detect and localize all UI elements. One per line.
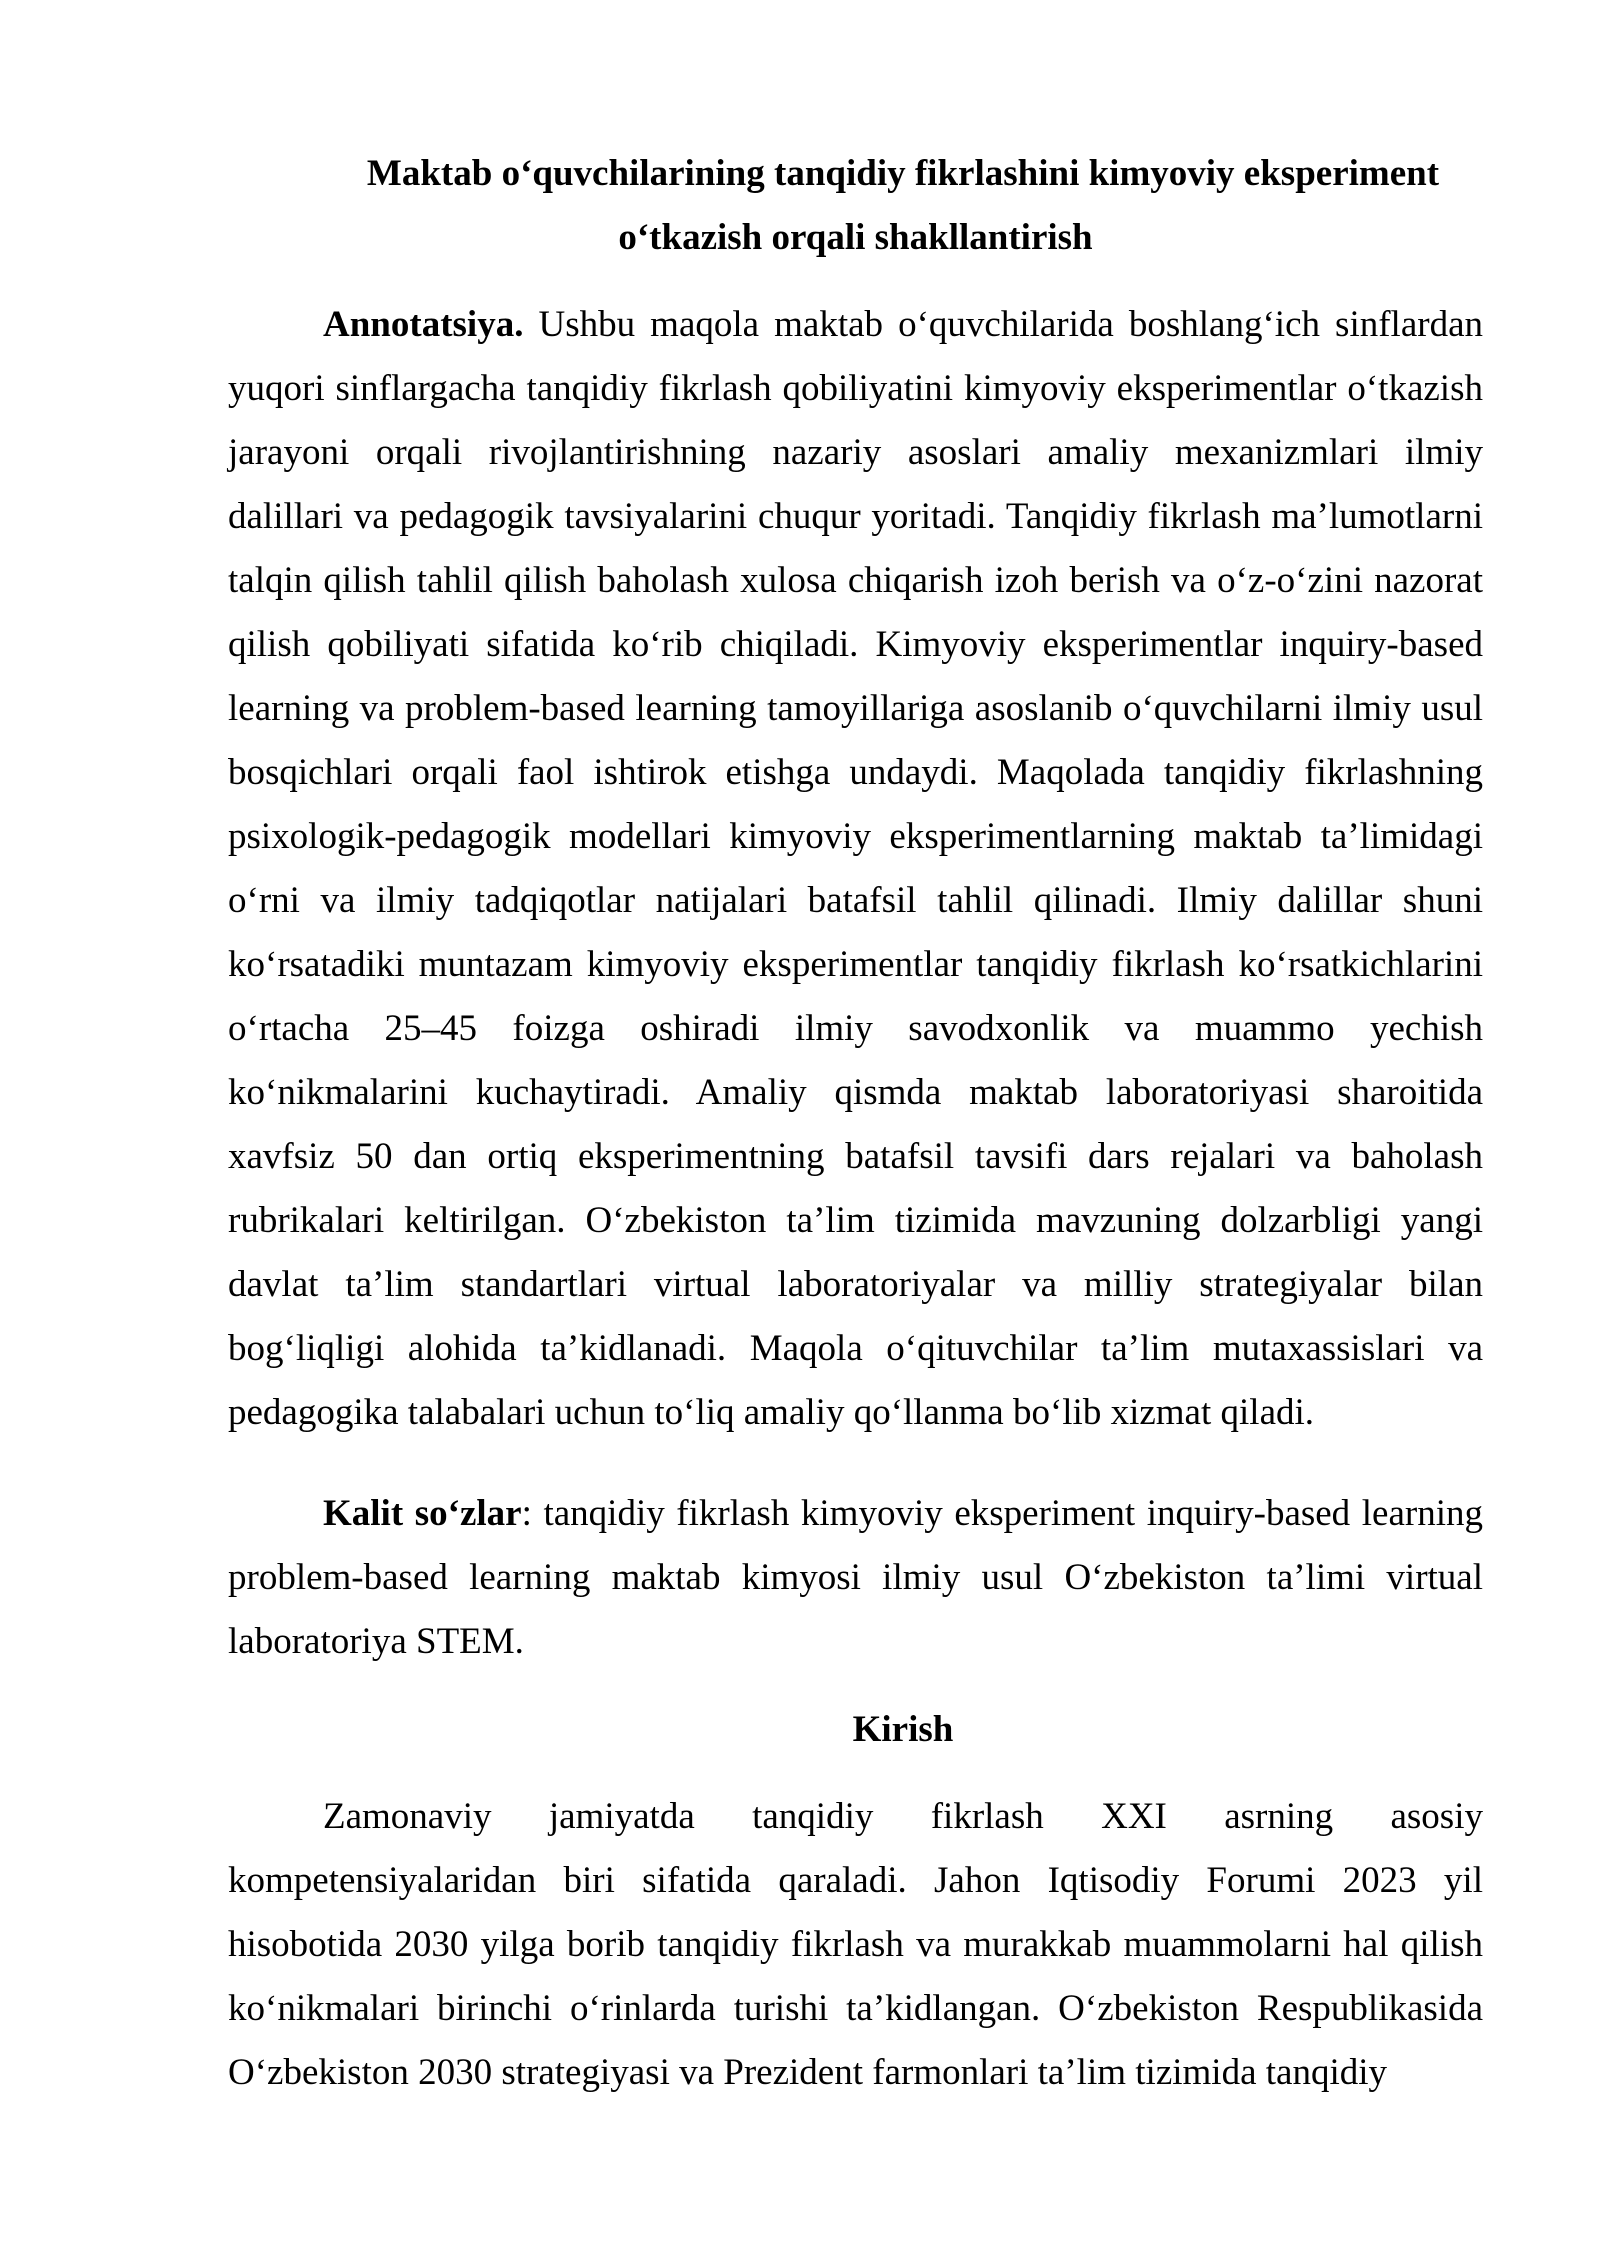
section-heading-kirish: Kirish bbox=[852, 1709, 954, 1750]
keywords-label: Kalit so‘zlar bbox=[323, 1493, 522, 1534]
keywords-text: : tanqidiy fikrlash kimyoviy eksperiment inquiry-based learning problem-based learning maktab kimyosi ilmiy usul O‘zbekiston ta’limi virtual laboratoriya STEM. bbox=[228, 1493, 1483, 1662]
keywords-paragraph bbox=[228, 1482, 1483, 1674]
abstract-text: Ushbu maqola maktab o‘quvchilarida boshlang‘ich sinflardan yuqori sinflargacha tanqidiy fikrlash qobiliyatini kimyoviy eksperimentlar o‘tkazish jarayoni orqali rivojlantirishning nazariy asoslari amaliy mexanizmlari ilmiy dalillari va pedagogik tavsiyalarini chuqur yoritadi. Tanqidiy fikrlash ma’lumotlarni talqin qilish tahlil qilish baholash xulosa chiqarish izoh berish va o‘z-o‘zini nazorat qilish qobiliyati sifatida ko‘rib chiqiladi. Kimyoviy eksperimentlar inquiry-based learning va problem-based learning tamoyillariga asoslanib o‘quvchilarni ilmiy usul bosqichlari orqali faol ishtirok etishga undaydi. Maqolada tanqidiy fikrlashning psixologik-pedagogik modellari kimyoviy eksperimentlarning maktab ta’limidagi o‘rni va ilmiy tadqiqotlar natijalari batafsil tahlil qilinadi. Ilmiy dalillar shuni ko‘rsatadiki muntazam kimyoviy eksperimentlar tanqidiy fikrlash ko‘rsatkichlarini o‘rtacha 25–45 foizga oshiradi ilmiy savodxonlik va muammo yechish ko‘nikmalarini kuchaytiradi. Amaliy qismda maktab laboratoriyasi sharoitida xavfsiz 50 dan ortiq eksperimentning batafsil tavsifi dars rejalari va baholash rubrikalari keltirilgan. O‘zbekiston ta’lim tizimida mavzuning dolzarbligi yangi davlat ta’lim standartlari virtual laboratoriyalar va milliy strategiyalar bilan bog‘liqligi alohida ta’kidlanadi. Maqola o‘qituvchilar ta’lim mutaxassislari va pedagogika talabalari uchun to‘liq amaliy qo‘llanma bo‘lib xizmat qiladi. bbox=[228, 304, 1483, 1433]
article-title bbox=[228, 142, 1483, 270]
article-title-line1: Maktab o‘quvchilarining tanqidiy fikrlashini kimyoviy eksperiment bbox=[366, 153, 1440, 194]
article-title-line2: o‘tkazish orqali shakllantirish bbox=[618, 217, 1093, 258]
abstract-label: Annotatsiya. bbox=[323, 304, 524, 345]
abstract-paragraph bbox=[228, 293, 1483, 1445]
intro-paragraph: Zamonaviy jamiyatda tanqidiy fikrlash XXI asrning asosiy kompetensiyalaridan biri sifatida qaraladi. Jahon Iqtisodiy Forumi 2023 yil hisobotida 2030 yilga borib tanqidiy fikrlash va murakkab muammolarni hal qilish ko‘nikmalari birinchi o‘rinlarda turishi ta’kidlangan. O‘zbekiston Respublikasida O‘zbekiston 2030 strategiyasi va Prezident farmonlari ta’lim tizimida tanqidiy bbox=[228, 1796, 1483, 2093]
